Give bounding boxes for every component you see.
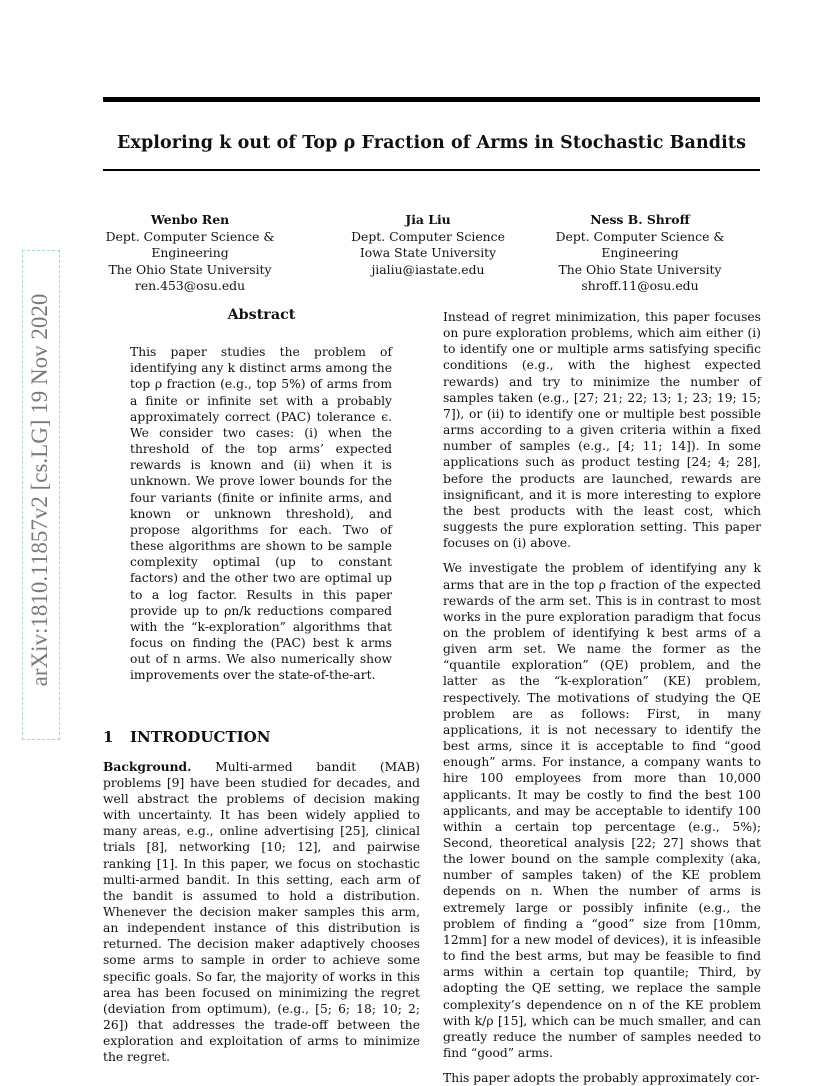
section-title: INTRODUCTION (130, 728, 271, 747)
paragraph-pure-exploration: Instead of regret minimization, this paper focuses on pure exploration problems, which aim either (i) to identify one or multiple arms satisfying specific conditions (e.g., with the highest expected rewards) and try to minimize the number of samples taken (e.g., [27; 21; 22; 13; 1; 23; 19; 15; 7]), or (ii) to identify one or multiple best possible arms according to a given criteria within a fixed number of samples (e.g., [4; 11; 14]). In some applications such as product testing [24; 4; 28], before the products are launched, rewards are insignificant, and it is more interesting to explore the best products with the least cost, which suggests the pure exploration setting. This paper focuses on (i) above. (443, 310, 761, 551)
right-column (443, 305, 761, 1086)
author-name: Wenbo Ren (150, 212, 230, 227)
section-number: 1 (103, 728, 114, 747)
author-institution: Iowa State University (359, 245, 497, 260)
author-2 (341, 212, 515, 278)
author-block (95, 212, 775, 293)
left-column (103, 305, 420, 1066)
author-3 (520, 212, 760, 295)
author-1 (95, 212, 285, 295)
title-rule-bottom (103, 169, 760, 171)
author-affiliation: Dept. Computer Science (351, 228, 505, 244)
title-rule-top (103, 97, 760, 102)
paragraph-quantile-exploration: We investigate the problem of identifying any k arms that are in the top ρ fraction of the expected rewards of the arm set. This is in contrast to most works in the pure exploration paradigm that focus on the problem of identifying k best arms of a given arm set. We name the former as the “quantile exploration” (QE) problem, and the latter as the “k-exploration” (KE) problem, respectively. The motivations of studying the QE problem are as follows: First, in many applications, it is not necessary to identify the best arms, since it is acceptable to find “good enough” arms. For instance, a company wants to hire 100 employees from more than 10,000 applicants. It may be costly to find the best 100 applicants, and may be acceptable to identify 100 within a certain top percentage (e.g., 5%); Second, theoretical analysis [22; 27] shows that the lower bound on the sample complexity (aka, number of samples taken) of the KE problem depends on n. When the number of arms is extremely large or possibly infinite (e.g., the problem of finding a “good” size from [10mm, 12mm] for a new model of devices), it is infeasible to find the best arms, but may be feasible to find arms within a certain top quantile; Third, by adopting the QE setting, we replace the sample complexity’s dependence on n of the KE problem with k/ρ [15], which can be much smaller, and can greatly reduce the number of samples needed to find “good” arms. (443, 561, 761, 1061)
paragraph-pac: This paper adopts the probably approximately cor- (443, 1071, 760, 1086)
background-text: Multi-armed bandit (MAB) problems [9] have been studied for decades, and well abstract the problems of decision making with uncertainty. It has been widely applied to many areas, e.g., online advertising [25], clinical trials [8], networking [10; 12], and pairwise ranking [1]. In this paper, we focus on stochastic multi-armed bandit. In this setting, each arm of the bandit is assumed to hold a distribution. Whenever the decision maker samples this arm, an independent instance of this distribution is returned. The decision maker adaptively chooses some arms to sample in order to achieve some specific goals. So far, the majority of works in this area has been focused on minimizing the regret (deviation from optimum), (e.g., [5; 6; 18; 10; 2; 26]) that addresses the trade-off between the exploration and exploitation of arms to minimize the regret. (103, 759, 420, 1065)
abstract-text: This paper studies the problem of identifying any k distinct arms among the top ρ fraction (e.g., top 5%) of arms from a finite or infinite set with a probably approximately correct (PAC) tolerance ϵ. We consider two cases: (i) when the threshold of the top arms’ expected rewards is known and (ii) when it is unknown. We prove lower bounds for the four variants (finite or infinite arms, and known or unknown threshold), and propose algorithms for each. Two of these algorithms are shown to be sample complexity optimal (up to constant factors) and the other two are optimal up to a log factor. Results in this paper provide up to ρn/k reductions compared with the “k-exploration” algorithms that focus on finding the (PAC) best k arms out of n arms. We also numerically show improvements over the state-of-the-art. (130, 345, 392, 683)
abstract-heading: Abstract (227, 307, 296, 323)
section-heading (103, 729, 420, 745)
paper-title: Exploring k out of Top ρ Fraction of Arms in Stochastic Bandits (116, 132, 747, 153)
author-email: shroff.11@osu.edu (581, 278, 699, 293)
author-institution: The Ohio State University (558, 261, 722, 277)
author-email: jialiu@iastate.edu (371, 261, 485, 277)
author-email: ren.453@osu.edu (134, 278, 246, 293)
author-institution: The Ohio State University (108, 261, 272, 277)
author-name: Ness B. Shroff (590, 212, 690, 227)
author-affiliation: Dept. Computer Science & Engineering (105, 228, 275, 260)
background-label: Background. (103, 758, 192, 774)
author-affiliation: Dept. Computer Science & Engineering (555, 228, 725, 260)
author-name: Jia Liu (405, 212, 451, 227)
arxiv-stamp[interactable]: arXiv:1810.11857v2 [cs.LG] 19 Nov 2020 (27, 293, 52, 687)
background-paragraph (103, 759, 420, 1066)
